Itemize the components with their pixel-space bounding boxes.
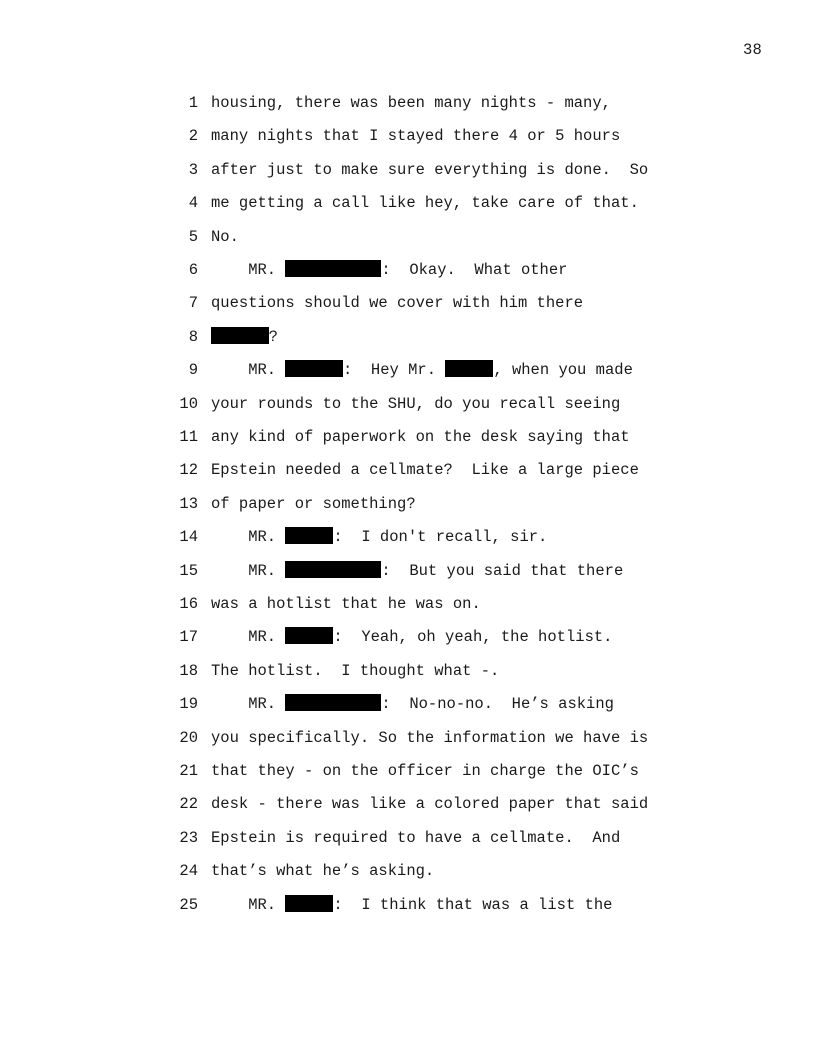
transcript-line: [0, 655, 816, 688]
transcript-line: [0, 788, 816, 821]
line-number: 5: [188, 227, 198, 246]
line-text-segment: Epstein is required to have a cellmate. And: [211, 828, 621, 847]
line-text-segment: many nights that I stayed there 4 or 5 hours: [211, 127, 621, 146]
line-text: [211, 555, 623, 588]
transcript-line: [0, 588, 816, 621]
line-text: [211, 87, 611, 120]
line-number: 3: [188, 160, 198, 179]
redaction-box: [285, 260, 381, 277]
page-number: 38: [742, 41, 762, 59]
line-text: [211, 321, 278, 354]
transcript-line: [0, 154, 816, 187]
line-text: [211, 287, 583, 320]
line-text-segment: : Yeah, oh yeah, the hotlist.: [333, 628, 613, 647]
redaction-box: [285, 895, 333, 912]
line-text: [211, 254, 567, 287]
transcript-line: [0, 388, 816, 421]
line-text: [211, 388, 620, 421]
line-number: 15: [179, 561, 198, 580]
transcript-line: [0, 287, 816, 320]
redaction-box: [285, 627, 333, 644]
line-number: 9: [188, 361, 198, 380]
redaction-box: [285, 527, 333, 544]
transcript-line: [0, 855, 816, 888]
line-number: 2: [188, 127, 198, 146]
line-text-segment: : No-no-no. He’s asking: [381, 695, 614, 714]
transcript-line: [0, 87, 816, 120]
line-text-segment: : But you said that there: [381, 561, 624, 580]
line-text: [211, 621, 612, 654]
line-text-segment: : I don't recall, sir.: [333, 528, 548, 547]
transcript-line: [0, 521, 816, 554]
transcript-line: [0, 120, 816, 153]
line-text-segment: : I think that was a list the: [333, 895, 613, 914]
line-text-segment: : Okay. What other: [381, 261, 568, 279]
line-text: [211, 788, 648, 821]
line-text: [211, 755, 639, 788]
line-text: [211, 120, 620, 153]
transcript-line: [0, 187, 816, 220]
line-text-segment: that they - on the officer in charge the OIC’s: [211, 762, 639, 780]
line-text: [211, 655, 499, 688]
redaction-box: [285, 360, 343, 377]
line-number: 6: [188, 261, 198, 279]
line-text: [211, 488, 416, 521]
line-text: [211, 187, 639, 220]
line-text-segment: your rounds to the SHU, do you recall seeing: [211, 394, 621, 413]
transcript-line: [0, 221, 816, 254]
line-number: 10: [179, 394, 198, 413]
transcript-line: [0, 621, 816, 654]
transcript-line: [0, 421, 816, 454]
redaction-box: [211, 327, 269, 344]
line-number: 22: [179, 795, 198, 814]
line-text: [211, 688, 614, 721]
redaction-box: [285, 694, 381, 711]
line-text-segment: after just to make sure everything is done. So: [211, 160, 649, 179]
line-text-segment: MR.: [211, 895, 286, 914]
line-text: [211, 822, 620, 855]
line-number: 23: [179, 828, 198, 847]
transcript-line: [0, 822, 816, 855]
line-text-segment: Epstein needed a cellmate? Like a large piece: [211, 461, 639, 480]
line-number: 18: [179, 661, 198, 680]
line-number: 13: [179, 494, 198, 513]
line-text-segment: that’s what he’s asking.: [211, 862, 435, 881]
line-text-segment: was a hotlist that he was on.: [211, 595, 481, 613]
line-number: 8: [188, 327, 198, 346]
line-text: [211, 354, 633, 387]
line-text-segment: desk - there was like a colored paper that said: [211, 795, 649, 814]
line-text-segment: you specifically. So the information we have is: [211, 728, 649, 747]
line-text-segment: MR.: [211, 361, 286, 380]
line-text: [211, 454, 639, 487]
line-text-segment: MR.: [211, 628, 286, 647]
transcript-line: [0, 454, 816, 487]
transcript-line: [0, 354, 816, 387]
line-text: [211, 889, 612, 922]
redaction-box: [285, 561, 381, 578]
transcript-line: [0, 488, 816, 521]
line-text-segment: any kind of paperwork on the desk saying that: [211, 428, 630, 446]
line-text: [211, 855, 434, 888]
line-text-segment: questions should we cover with him there: [211, 294, 584, 313]
line-text-segment: ?: [268, 327, 278, 346]
redaction-box: [445, 360, 493, 377]
transcript-line: [0, 889, 816, 922]
line-text: [211, 722, 648, 755]
line-text: [211, 154, 648, 187]
line-number: 17: [179, 628, 198, 647]
line-number: 14: [179, 528, 198, 547]
line-text-segment: MR.: [211, 695, 286, 714]
line-text-segment: MR.: [211, 528, 286, 547]
line-number: 16: [179, 595, 198, 613]
line-text-segment: MR.: [211, 561, 286, 580]
transcript-line: [0, 321, 816, 354]
line-number: 4: [188, 194, 198, 213]
line-number: 20: [179, 728, 198, 747]
line-text: [211, 421, 630, 454]
line-text-segment: , when you made: [493, 361, 633, 380]
line-number: 19: [179, 695, 198, 714]
line-text: [211, 588, 481, 621]
line-text-segment: housing, there was been many nights - many,: [211, 94, 611, 112]
line-text-segment: The hotlist. I thought what -.: [211, 661, 500, 680]
line-text: [211, 221, 239, 254]
transcript-line: [0, 254, 816, 287]
line-number: 21: [179, 762, 198, 780]
line-number: 12: [179, 461, 198, 480]
line-text-segment: : Hey Mr.: [343, 361, 446, 380]
line-text-segment: of paper or something?: [211, 494, 416, 513]
line-text-segment: MR.: [211, 261, 286, 279]
transcript-line: [0, 555, 816, 588]
line-text-segment: me getting a call like hey, take care of that.: [211, 194, 639, 213]
line-number: 25: [179, 895, 198, 914]
line-number: 11: [179, 428, 198, 446]
transcript-line: [0, 688, 816, 721]
transcript-line: [0, 722, 816, 755]
line-number: 24: [179, 862, 198, 881]
line-text-segment: No.: [211, 227, 239, 246]
transcript-line: [0, 755, 816, 788]
line-text: [211, 521, 547, 554]
line-number: 7: [188, 294, 198, 313]
line-number: 1: [188, 94, 198, 112]
